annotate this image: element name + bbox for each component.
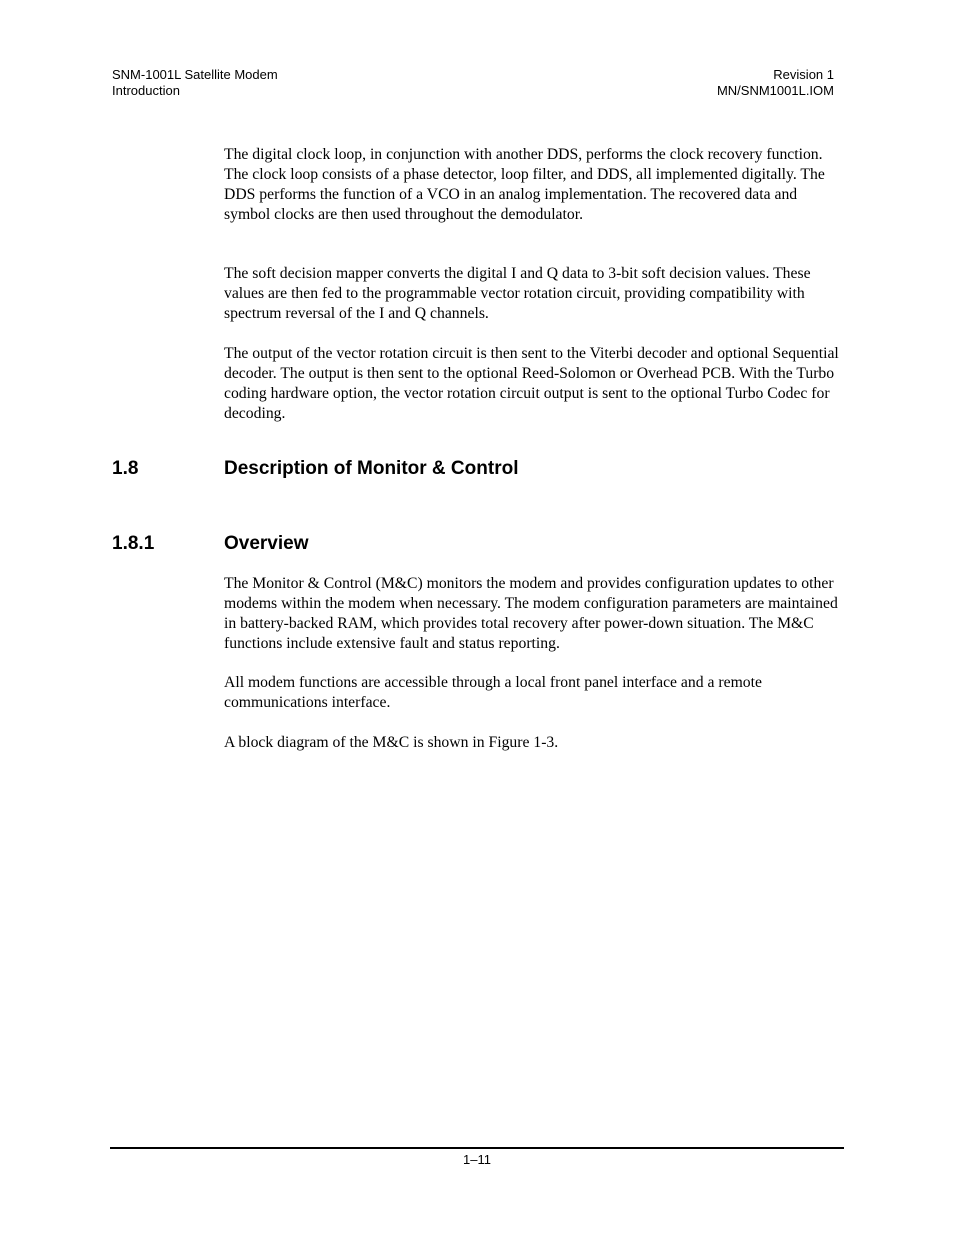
section-title: Description of Monitor & Control	[224, 458, 519, 479]
section-number: 1.8	[112, 458, 139, 479]
paragraph-mc-interfaces: All modem functions are accessible through a local front panel interface and a remote communications interface.	[224, 674, 762, 711]
paragraph-mc-overview: The Monitor & Control (M&C) monitors the modem and provides configuration updates to other modems within the modem when necessary. The modem configuration parameters are maintained in battery-backed RAM, which provides total recovery after power-down situation. The M&C functions include extensive fault and status reporting.	[224, 575, 838, 652]
chapter-name: Introduction	[112, 83, 180, 98]
subsection-title: Overview	[224, 533, 309, 554]
footer-divider	[110, 1147, 844, 1149]
page-header-right	[717, 67, 834, 99]
paragraph-vector-rotation: The output of the vector rotation circuit is then sent to the Viterbi decoder and optional Sequential decoder. The output is then sent to the optional Reed-Solomon or Overhead PCB. With the Turbo coding hardware option, the vector rotation circuit output is sent to the optional Turbo Codec for decoding.	[224, 345, 839, 422]
paragraph-soft-decision: The soft decision mapper converts the digital I and Q data to 3-bit soft decision values. These values are then fed to the programmable vector rotation circuit, providing compatibility with spectrum reversal of the I and Q channels.	[224, 265, 811, 322]
page-header-left	[112, 67, 278, 99]
paragraph-figure-reference: A block diagram of the M&C is shown in Figure 1-3.	[224, 734, 559, 751]
paragraph-clock-loop: The digital clock loop, in conjunction with another DDS, performs the clock recovery function. The clock loop consists of a phase detector, loop filter, and DDS, all implemented digitally. The DDS performs the function of a VCO in an analog implementation. The recovered data and symbol clocks are then used throughout the demodulator.	[224, 146, 825, 223]
subsection-number: 1.8.1	[112, 533, 155, 554]
revision-label: Revision 1	[773, 67, 834, 82]
document-title: SNM-1001L Satellite Modem	[112, 67, 278, 82]
page-number: 1–11	[463, 1152, 491, 1167]
document-number: MN/SNM1001L.IOM	[716, 83, 834, 98]
